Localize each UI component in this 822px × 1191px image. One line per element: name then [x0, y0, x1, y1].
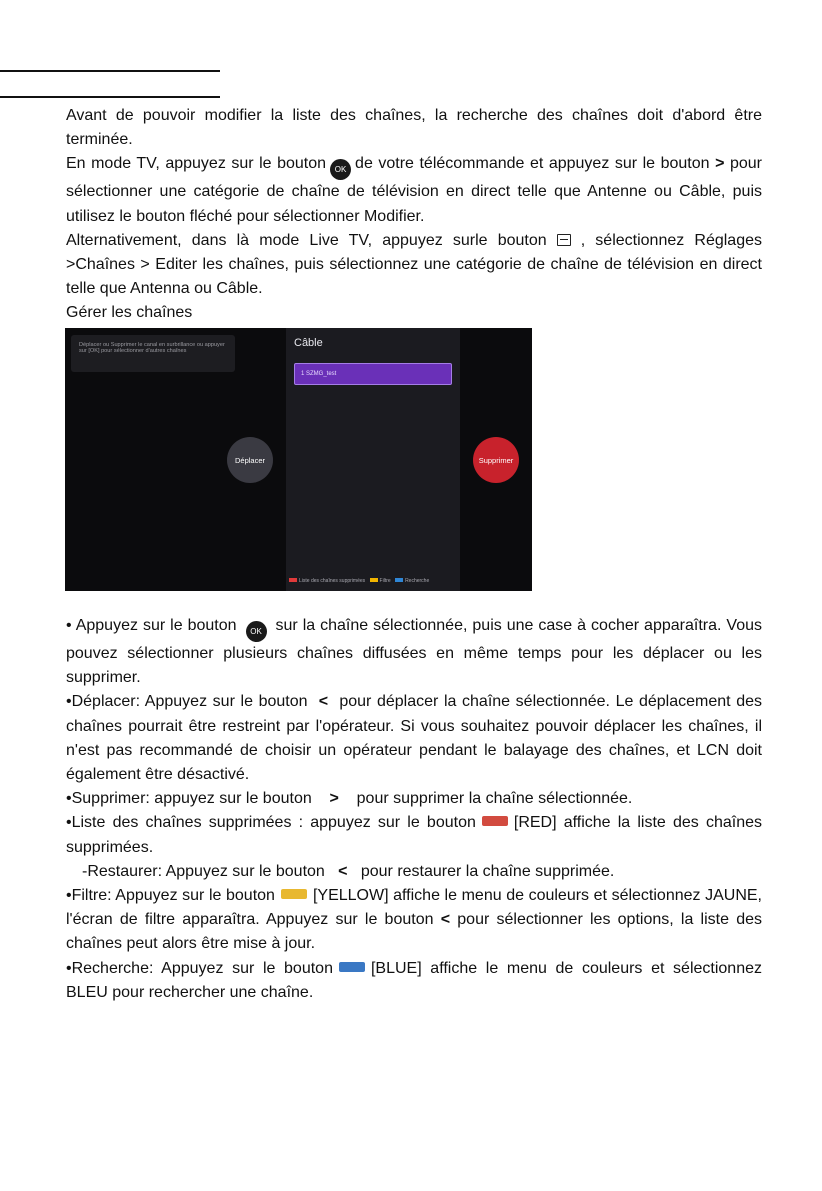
top-rule-1	[0, 70, 220, 72]
text-span: [RED] affiche la liste des chaînes supprimées.	[66, 814, 762, 856]
move-button[interactable]: Déplacer	[227, 437, 273, 483]
text-span: [YELLOW] affiche le menu de couleurs et sélectionnez JAUNE, l'écran de filtre apparaîtra. Appuyez sur le bouton	[66, 887, 762, 929]
legend-filter: Filtre	[379, 578, 391, 584]
text-span: pour restaurer la chaîne supprimée.	[360, 862, 615, 880]
left-arrow-symbol: <	[338, 862, 348, 880]
text-span: de votre télécommande et appuyez sur le bouton	[355, 155, 710, 173]
delete-button[interactable]: Supprimer	[473, 437, 519, 483]
text-span: •Recherche: Appuyez sur le bouton	[66, 959, 333, 977]
text-span: sur la chaîne sélectionnée, puis une case à cocher apparaîtra. Vous pouvez sélectionner plusieurs chaînes diffusées en même temps pour les déplacer ou les supprimer.	[66, 617, 762, 687]
intro-paragraph: Avant de pouvoir modifier la liste des chaînes, la recherche des chaînes doit d'abord être terminée.	[66, 107, 762, 149]
bullet-delete	[66, 787, 762, 811]
tv-mode-paragraph	[66, 152, 762, 228]
intro-text	[66, 104, 762, 326]
yellow-button-icon	[281, 889, 307, 899]
left-arrow-symbol: <	[440, 911, 451, 929]
top-rule-2	[0, 96, 220, 98]
right-arrow-symbol: >	[715, 155, 725, 173]
color-legend	[286, 578, 429, 584]
text-span: -Restaurer: Appuyez sur le bouton	[82, 862, 325, 880]
bullet-search	[66, 957, 762, 1005]
instructions-text	[66, 614, 762, 1005]
channel-edit-screenshot	[65, 328, 532, 591]
bullet-deleted-list	[66, 811, 762, 859]
text-span: •Déplacer: Appuyez sur le bouton	[66, 693, 308, 711]
text-span: •Supprimer: appuyez sur le bouton	[66, 790, 312, 808]
panel-title: Câble	[294, 337, 323, 349]
channel-row-selected[interactable]: 1 SZMG_test	[294, 363, 452, 385]
section-heading: Gérer les chaînes	[66, 304, 193, 322]
text-span: pour sélectionner une catégorie de chaîne de télévision en direct telle que Antenne ou Câble, puis utilisez le bouton fléché pour sélectionner Modifier.	[66, 155, 763, 225]
text-span: [BLUE] affiche le menu de couleurs et sélectionnez BLEU pour rechercher une chaîne.	[66, 959, 762, 1001]
text-span: pour supprimer la chaîne sélectionnée.	[356, 790, 633, 808]
red-swatch	[289, 578, 297, 582]
legend-search: Recherche	[405, 578, 430, 584]
alternative-paragraph	[66, 229, 762, 302]
text-span: Alternativement, dans là mode Live TV, appuyez surle bouton	[66, 231, 547, 249]
text-span: pour sélectionner les options, la liste des chaînes peut alors être mise à jour.	[66, 911, 763, 953]
bullet-restore	[66, 860, 762, 884]
blue-button-icon	[339, 962, 365, 972]
blue-swatch	[395, 578, 403, 582]
text-span: •Liste des chaînes supprimées : appuyez sur le bouton	[66, 814, 476, 832]
text-span: • Appuyez sur le bouton	[66, 617, 237, 634]
bullet-move	[66, 690, 762, 787]
left-arrow-symbol: <	[318, 693, 329, 711]
right-arrow-symbol: >	[329, 790, 339, 808]
text-span: En mode TV, appuyez sur le bouton	[66, 155, 327, 173]
text-span: , sélectionnez Réglages >Chaînes > Editer les chaînes, puis sélectionnez une catégorie de chaîne de télévision en direct telle que Antenna ou Câble.	[66, 231, 763, 298]
text-span: pour déplacer la chaîne sélectionnée. Le déplacement des chaînes pourrait être restreint par l'opérateur. Si vous souhaitez pouvoir déplacer les chaînes, il n'est pas recommandé de choisir un opérateur pendant le balayage des chaînes, et LCN doit également être désactivé.	[66, 693, 763, 784]
bullet-ok	[66, 614, 762, 690]
hint-box: Déplacer ou Supprimer le canal en surbrillance ou appuyer sur [OK] pour sélectionner d'autres chaînes	[71, 335, 235, 372]
channel-panel	[286, 328, 460, 591]
text-span: •Filtre: Appuyez sur le bouton	[66, 887, 275, 905]
yellow-swatch	[370, 578, 378, 582]
menu-icon	[557, 234, 571, 246]
ok-button-icon: OK	[330, 159, 351, 180]
ok-button-icon: OK	[246, 621, 267, 642]
red-button-icon	[482, 816, 508, 826]
bullet-filter	[66, 884, 762, 957]
legend-deleted-list: Liste des chaînes supprimées	[299, 578, 366, 584]
